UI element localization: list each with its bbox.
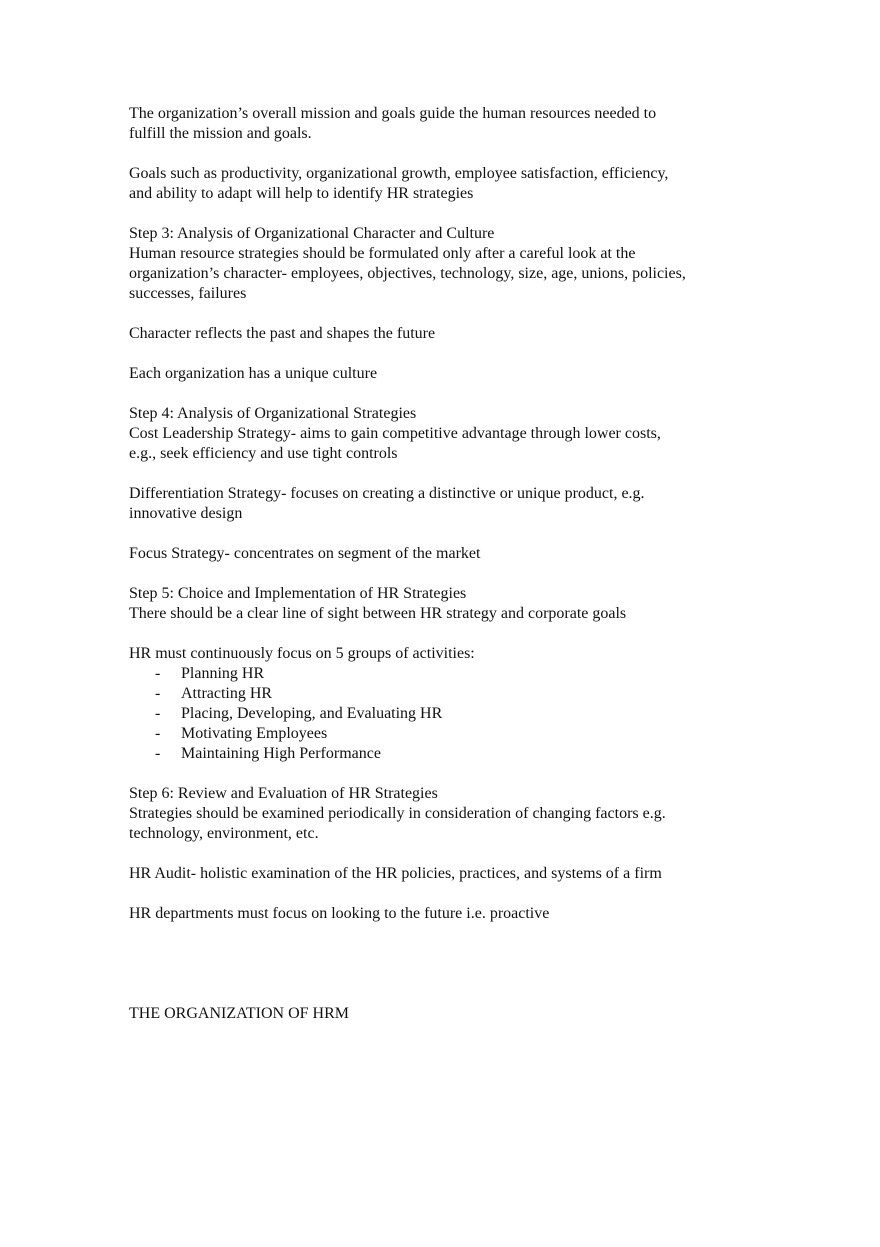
list-item-label: Motivating Employees — [181, 725, 328, 742]
paragraph-differentiation — [129, 484, 749, 524]
list-item-label: Planning HR — [181, 665, 265, 682]
text-line: Cost Leadership Strategy- aims to gain competitive advantage through lower costs, — [129, 425, 661, 442]
text-line: fulfill the mission and goals. — [129, 125, 312, 142]
text-line: The organization’s overall mission and goals guide the human resources needed to — [129, 105, 657, 122]
paragraph-focus-strategy — [129, 544, 749, 564]
list-item — [129, 724, 749, 744]
paragraph-step-3 — [129, 224, 749, 304]
text-line: Goals such as productivity, organizational growth, employee satisfaction, efficiency, — [129, 165, 669, 182]
text-line: successes, failures — [129, 285, 247, 302]
paragraph-step-4 — [129, 404, 749, 464]
text-line: There should be a clear line of sight between HR strategy and corporate goals — [129, 605, 627, 622]
text-line: Character reflects the past and shapes the future — [129, 325, 436, 342]
dash-bullet-icon: - — [155, 685, 161, 702]
list-item — [129, 684, 749, 704]
step-5-heading: Step 5: Choice and Implementation of HR Strategies — [129, 585, 467, 602]
dash-bullet-icon: - — [155, 745, 161, 762]
list-item — [129, 744, 749, 764]
list-item-label: Placing, Developing, and Evaluating HR — [181, 705, 443, 722]
paragraph-hr-proactive — [129, 904, 749, 924]
paragraph-hr-audit — [129, 864, 749, 884]
text-line: and ability to adapt will help to identify HR strategies — [129, 185, 474, 202]
text-line: Each organization has a unique culture — [129, 365, 378, 382]
paragraph-goals-list — [129, 164, 749, 204]
dash-bullet-icon: - — [155, 725, 161, 742]
text-line: e.g., seek efficiency and use tight controls — [129, 445, 398, 462]
paragraph-character — [129, 324, 749, 344]
step-6-heading: Step 6: Review and Evaluation of HR Strategies — [129, 785, 438, 802]
step-3-heading: Step 3: Analysis of Organizational Character and Culture — [129, 225, 495, 242]
step-4-heading: Step 4: Analysis of Organizational Strategies — [129, 405, 417, 422]
list-item-label: Attracting HR — [181, 685, 273, 702]
paragraph-mission-goals — [129, 104, 749, 144]
text-line: Differentiation Strategy- focuses on creating a distinctive or unique product, e.g. — [129, 485, 645, 502]
text-line: HR departments must focus on looking to the future i.e. proactive — [129, 905, 550, 922]
list-item — [129, 664, 749, 684]
activities-block — [129, 644, 749, 764]
text-line: innovative design — [129, 505, 243, 522]
text-line: Focus Strategy- concentrates on segment of the market — [129, 545, 481, 562]
activities-intro: HR must continuously focus on 5 groups of activities: — [129, 645, 475, 662]
document-page — [129, 104, 749, 1024]
paragraph-step-6 — [129, 784, 749, 844]
dash-bullet-icon: - — [155, 665, 161, 682]
activities-list — [129, 664, 749, 764]
list-item — [129, 704, 749, 724]
text-line: Human resource strategies should be formulated only after a careful look at the — [129, 245, 636, 262]
text-line: HR Audit- holistic examination of the HR policies, practices, and systems of a firm — [129, 865, 662, 882]
section-title: THE ORGANIZATION OF HRM — [129, 1005, 349, 1022]
text-line: Strategies should be examined periodically in consideration of changing factors e.g. — [129, 805, 666, 822]
list-item-label: Maintaining High Performance — [181, 745, 381, 762]
text-line: organization’s character- employees, objectives, technology, size, age, unions, policies, — [129, 265, 686, 282]
dash-bullet-icon: - — [155, 705, 161, 722]
paragraph-culture — [129, 364, 749, 384]
paragraph-step-5 — [129, 584, 749, 624]
text-line: technology, environment, etc. — [129, 825, 319, 842]
section-heading — [129, 1004, 749, 1024]
